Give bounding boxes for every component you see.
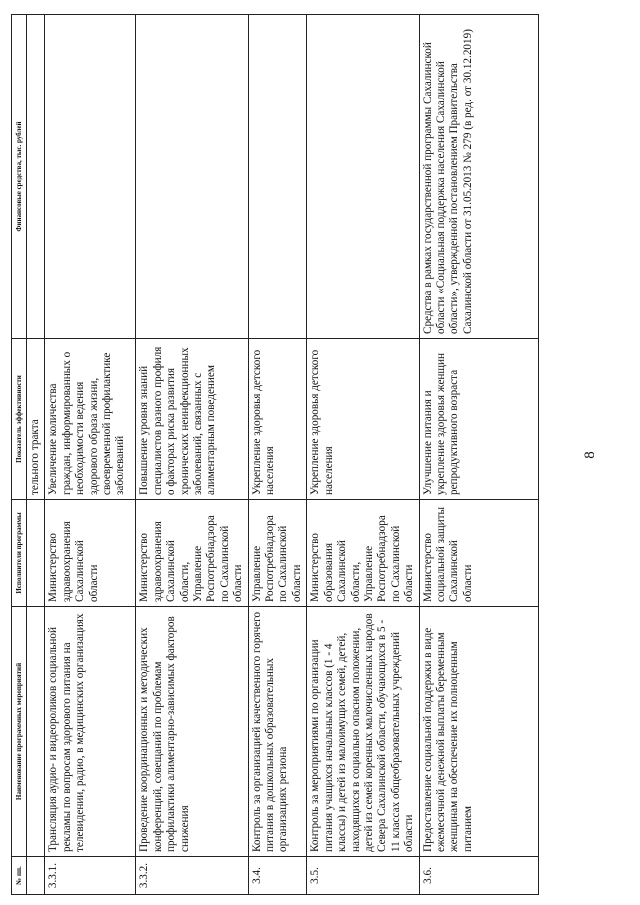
- header-name: Наименование программных мероприятий: [12, 607, 27, 857]
- cell-indicator: Улучшение питания и укрепление здоровья женщин репродуктивного возраста: [419, 339, 538, 500]
- cell-name: Контроль за мероприятиями по организации питания учащихся начальных классов (1 - 4 классы) и детей из малоимущих семей, детей, находящихся в социально опасном положении, детей из семей коренных малочисленных народов Севера Сахалинской области, обучающихся в 5 - 11 классах общеобразовательных учреждений области: [307, 607, 419, 857]
- header-indicator: Показатель эффективности: [12, 339, 27, 500]
- table-row: [307, 15, 419, 895]
- table-row: [419, 15, 538, 895]
- cell-name: Контроль за организацией качественного горячего питания в дошкольных образовательных организациях региона: [248, 607, 307, 857]
- table-row: [45, 15, 136, 895]
- table-row: [248, 15, 307, 895]
- cell-indicator: Повышение уровня знаний специалистов разного профиля о факторах риска развития хронических неинфекционных заболеваний, связанных с алиментарным поведением: [136, 339, 248, 500]
- cell-num: 3.3.2.: [136, 857, 248, 895]
- cell-indicator: Укрепление здоровья детского населения: [307, 339, 419, 500]
- cell-num: 3.4.: [248, 857, 307, 895]
- header-finance: Финансовые средства, тыс. рублей: [12, 15, 27, 339]
- page-number: 8: [582, 451, 598, 459]
- cell-num: 3.6.: [419, 857, 538, 895]
- cell-name: Проведение координационных и методических конференций, совещаний по проблемам профилактики алиментарно-зависимых факторов снижения: [136, 607, 248, 857]
- cell-indicator: Увеличение количества граждан, информированных о необходимости ведения здорового образа жизни, своевременной профилактике заболеваний: [45, 339, 136, 500]
- header-num: № пп.: [12, 857, 27, 895]
- cell-name: Предоставление социальной поддержки в виде ежемесячной денежной выплаты беременным женщинам на обеспечение их полноценным питанием: [419, 607, 538, 857]
- cell-name: Трансляция аудио- и видеороликов социальной рекламы по вопросам здорового питания на телевидении, радио, в медицинских организациях: [45, 607, 136, 857]
- cell-executor: Министерство образования Сахалинской области, Управление Роспотребнадзора по Сахалинской области: [307, 500, 419, 607]
- cell-finance: [45, 15, 136, 339]
- header-executor: Исполнители программы: [12, 500, 27, 607]
- cell-executor: Министерство социальной защиты Сахалинской области: [419, 500, 538, 607]
- program-measures-table: [11, 14, 539, 895]
- cell-indicator: Укрепление здоровья детского населения: [248, 339, 307, 500]
- table-row: [27, 15, 45, 895]
- cell-executor: Министерство здравоохранения Сахалинской области: [45, 500, 136, 607]
- table-row: [136, 15, 248, 895]
- table-header-row: [12, 15, 27, 895]
- cell-finance: [248, 15, 307, 339]
- cell-finance: [136, 15, 248, 339]
- cell-executor: Министерство здравоохранения Сахалинской области, Управление Роспотребнадзора по Сахалинской области: [136, 500, 248, 607]
- cell-num: 3.3.1.: [45, 857, 136, 895]
- cell-indicator: тельного тракта: [27, 339, 45, 500]
- cell-finance: [307, 15, 419, 339]
- cell-num: 3.5.: [307, 857, 419, 895]
- cell-finance: Средства в рамках государственной программы Сахалинской области «Социальная поддержка населения Сахалинской области», утвержденной постановлением Правительства Сахалинской области от 31.05.2013 № 279 (в ред. от 30.12.2019): [419, 15, 538, 339]
- cell-executor: Управление Роспотребнадзора по Сахалинской области: [248, 500, 307, 607]
